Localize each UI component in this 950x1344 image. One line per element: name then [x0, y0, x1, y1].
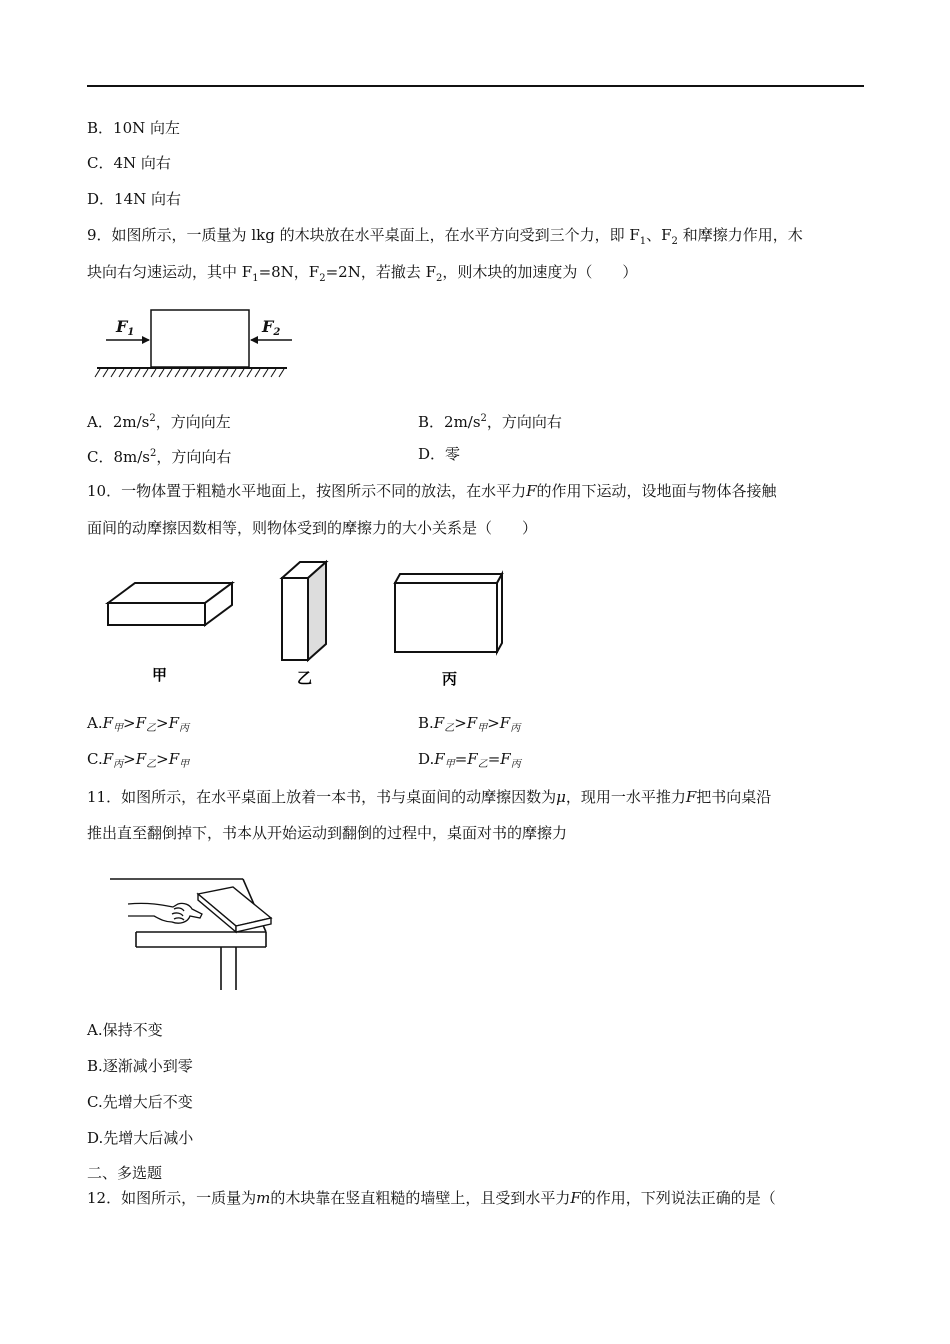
- caption-bing: 丙: [442, 670, 458, 688]
- block-yi: [282, 562, 326, 660]
- q11-stem-line2: 推出直至翻倒掉下，书本从开始运动到翻倒的过程中，桌面对书的摩擦力: [87, 824, 568, 842]
- q11-figure: [108, 872, 278, 994]
- f1-label: F1: [116, 317, 135, 338]
- q9-option-a: A．$2m/s^2$，方向向左: [87, 413, 231, 431]
- option-b: B．10N 向左: [87, 119, 181, 137]
- q9-stem-line2: 块向右匀速运动，其中 $F_1=8N$，$F_2=2N$，若撤去 $F_2$，则木块的加速度为（ ）: [87, 263, 638, 284]
- q11-stem-line1: 11．如图所示，在水平桌面上放着一本书，书与桌面间的动摩擦因数为μ，现用一水平推力F把书向桌沿: [87, 788, 772, 806]
- section-title-multiple-choice: 二、多选题: [87, 1164, 163, 1182]
- q9-block-figure: [92, 306, 297, 382]
- block-bing: [395, 574, 502, 652]
- block-jia: [108, 583, 232, 625]
- caption-jia: 甲: [152, 666, 168, 684]
- q9-block: [151, 310, 249, 367]
- q10-figure: [100, 558, 510, 693]
- f2-label: F2: [262, 317, 281, 338]
- q9-option-c: C．$8m/s^2$，方向向右: [87, 448, 232, 466]
- q12-stem-line1: 12．如图所示，一质量为m的木块靠在竖直粗糙的墙壁上，且受到水平力F的作用，下列说法正确的是（: [87, 1189, 776, 1207]
- hand: [128, 903, 202, 923]
- q10-option-d: $D.F_甲=F_乙=F_丙$: [418, 750, 521, 770]
- q9-option-b: B．$2m/s^2$，方向向右: [418, 413, 562, 431]
- q10-stem-line1: 10．一物体置于粗糙水平地面上，按图所示不同的放法，在水平力F的作用下运动，设地面与物体各接触: [87, 482, 777, 500]
- option-d: D．14N 向右: [87, 190, 182, 208]
- header-rule: [87, 85, 864, 87]
- q10-option-b: $B.F_乙>F_甲>F_丙$: [418, 714, 521, 734]
- q9-option-d: D．零: [418, 445, 461, 463]
- q11-option-b: B.逐渐减小到零: [87, 1057, 193, 1075]
- q10-option-c: $C.F_丙>F_乙>F_甲$: [87, 750, 190, 770]
- option-c: C．4N 向右: [87, 154, 171, 172]
- q10-option-a: $A.F_甲>F_乙>F_丙$: [87, 714, 190, 734]
- q11-option-a: A.保持不变: [87, 1021, 163, 1039]
- q9-stem-line1: 9．如图所示，一质量为 lkg 的木块放在水平桌面上，在水平方向受到三个力，即 $F_1$、$F_2$ 和摩擦力作用，木: [87, 226, 803, 247]
- caption-yi: 乙: [297, 669, 313, 687]
- q11-option-d: D.先增大后减小: [87, 1129, 194, 1147]
- q10-stem-line2: 面间的动摩擦因数相等，则物体受到的摩擦力的大小关系是（ ）: [87, 519, 538, 537]
- q11-option-c: C.先增大后不变: [87, 1093, 193, 1111]
- book: [198, 887, 271, 932]
